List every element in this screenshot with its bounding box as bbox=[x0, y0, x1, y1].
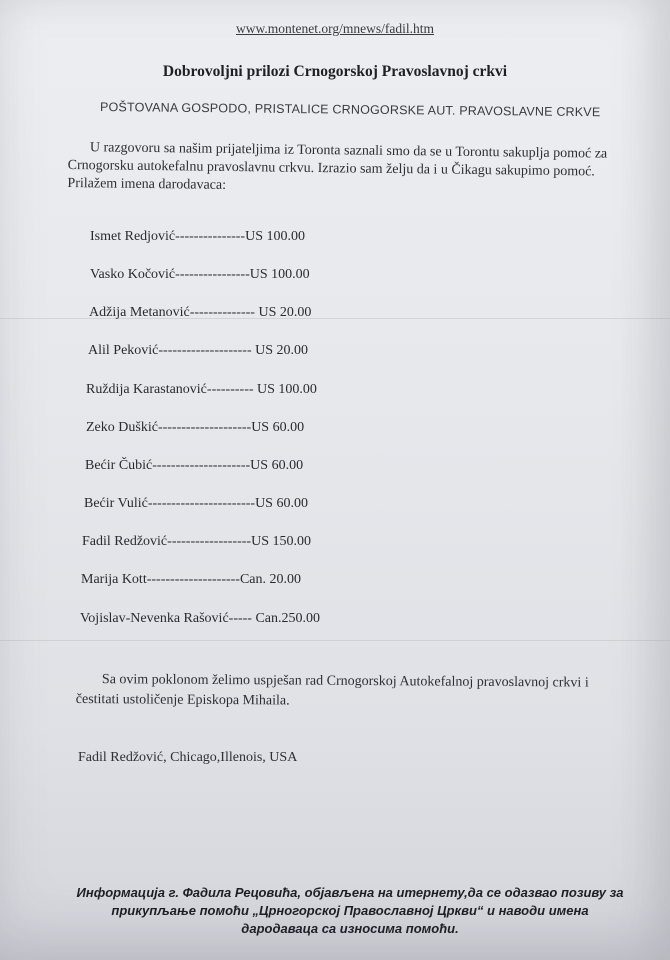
donor-row bbox=[88, 343, 308, 359]
donor-dashes: -------------------- bbox=[158, 343, 256, 358]
donor-row bbox=[85, 458, 303, 474]
intro-line: Prilažem imena darodavaca: bbox=[67, 175, 227, 193]
donor-row bbox=[86, 420, 304, 436]
donor-dashes: ------------------ bbox=[167, 534, 252, 549]
donor-amount: US 60.00 bbox=[250, 458, 304, 473]
closing-paragraph bbox=[76, 670, 656, 714]
donor-amount: Can. 20.00 bbox=[239, 572, 302, 587]
intro-line: Crnogorsku autokefalnu pravoslavnu crkvu. Izrazio sam želju da i u Čikagu sakupimo pomoć. bbox=[67, 157, 595, 180]
donor-row bbox=[90, 267, 310, 283]
donor-amount: Can.250.00 bbox=[255, 611, 321, 626]
donor-dashes: --------------------- bbox=[152, 458, 251, 473]
caption-line: дародаваца са износима помоћи. bbox=[241, 921, 459, 936]
donor-row bbox=[86, 382, 317, 398]
caption-line: Информација г. Фадила Рецовића, објављена на итернету,да се одазвао позиву за bbox=[76, 885, 624, 900]
donor-name: Ruždija Karastanović bbox=[86, 382, 207, 397]
donor-name: Marija Kott bbox=[81, 572, 147, 587]
donor-name: Vojislav-Nevenka Rašović bbox=[80, 611, 229, 626]
intro-line: U razgovoru sa našim prijateljima iz Toronta saznali smo da se u Torontu sakuplja pomoć za bbox=[89, 140, 608, 162]
donor-name: Bećir Čubić bbox=[85, 458, 153, 473]
donor-name: Fadil Redžović bbox=[82, 534, 168, 549]
donor-name: Vasko Kočović bbox=[90, 267, 176, 282]
donor-amount: US 100.00 bbox=[249, 267, 310, 282]
closing-line: Sa ovim poklonom želimo uspješan rad Crnogorskoj Autokefalnoj pravoslavnoj crkvi i bbox=[101, 672, 589, 691]
donor-dashes: -------------------- bbox=[157, 420, 252, 435]
donor-dashes: -------------- bbox=[189, 305, 259, 320]
donor-row bbox=[82, 534, 311, 550]
intro-paragraph bbox=[67, 139, 648, 200]
donor-dashes: ---------- bbox=[206, 382, 258, 397]
salutation: POŠTOVANA GOSPODO, PRISTALICE CRNOGORSKE AUT. PRAVOSLAVNE CRKVE bbox=[99, 100, 601, 120]
donor-name: Ismet Redjović bbox=[90, 229, 176, 244]
caption-line: прикупљање помоћи „Црногорској Православној Цркви“ и наводи имена bbox=[111, 903, 589, 918]
donor-row bbox=[90, 229, 305, 245]
donor-amount: US 20.00 bbox=[255, 343, 309, 358]
cyrillic-caption bbox=[70, 884, 630, 938]
donor-name: Adžija Metanović bbox=[89, 305, 190, 320]
donor-dashes: ----- bbox=[228, 611, 256, 626]
donor-amount: US 150.00 bbox=[251, 534, 311, 549]
donor-name: Zeko Duškić bbox=[86, 420, 158, 435]
donor-name: Bećir Vulić bbox=[84, 496, 148, 511]
donor-row bbox=[81, 572, 301, 588]
donor-amount: US 100.00 bbox=[245, 229, 305, 244]
donor-dashes: --------------- bbox=[175, 229, 246, 244]
paper-fold bbox=[0, 640, 670, 641]
source-url: www.montenet.org/mnews/fadil.htm bbox=[236, 21, 434, 36]
donor-amount: US 60.00 bbox=[255, 496, 308, 511]
donor-name: Alil Peković bbox=[88, 343, 159, 358]
donor-dashes: ---------------- bbox=[175, 267, 250, 282]
donor-row bbox=[84, 496, 308, 512]
donor-dashes: -------------------- bbox=[146, 572, 240, 587]
document-title: Dobrovoljni prilozi Crnogorskoj Pravoslavnoj crkvi bbox=[162, 63, 508, 80]
closing-line: čestitati ustoličenje Episkopa Mihaila. bbox=[75, 691, 290, 709]
donor-list bbox=[0, 229, 670, 639]
donor-row bbox=[80, 611, 320, 627]
donor-row bbox=[89, 305, 311, 321]
donor-amount: US 20.00 bbox=[258, 305, 312, 320]
signature: Fadil Redžović, Chicago,Illenois, USA bbox=[78, 750, 298, 765]
donor-dashes: ----------------------- bbox=[147, 496, 256, 511]
donor-amount: US 60.00 bbox=[251, 420, 305, 435]
donor-amount: US 100.00 bbox=[257, 382, 317, 397]
